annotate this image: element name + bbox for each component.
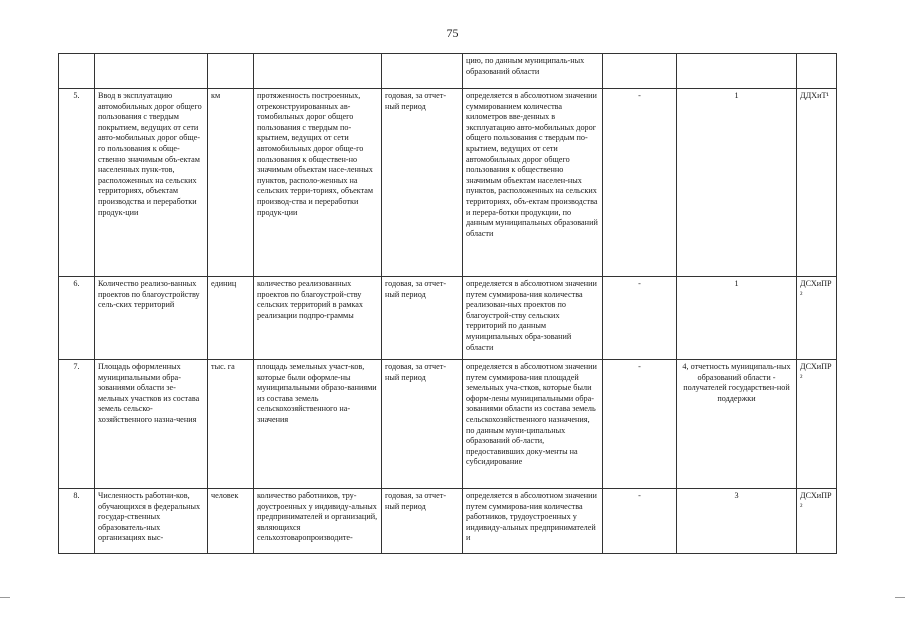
cell-responsible: ДСХиПР² (797, 360, 837, 489)
cell-basic: - (603, 360, 677, 489)
cell-num: 5. (59, 89, 95, 277)
cell-unit: тыс. га (208, 360, 254, 489)
cell-period: годовая, за отчет-ный период (382, 277, 463, 360)
cell-definition: площадь земельных участ-ков, которые были оформле-ны муниципальными образо-ваниями из состава земель сельскохозяйственного на-значения (254, 360, 382, 489)
cell-source: 4, отчетность муниципаль-ных образований области - получателей государствен-ной поддержки (677, 360, 797, 489)
cell-responsible: ДСХиПР² (797, 489, 837, 554)
cell-unit: км (208, 89, 254, 277)
indicators-table (58, 53, 837, 554)
cell-num: 7. (59, 360, 95, 489)
cell-basic: - (603, 489, 677, 554)
cell-source: 1 (677, 277, 797, 360)
scan-edge-mark-left (0, 597, 10, 598)
cell-source (677, 54, 797, 89)
table-row-continuation (59, 54, 837, 89)
cell-responsible: ДСХиПР² (797, 277, 837, 360)
cell-period: годовая, за отчет-ный период (382, 360, 463, 489)
cell-method: определяется в абсолютном значении путем суммирова-ния количества работников, трудоустроенных у индивиду-альных предпринимателей и (463, 489, 603, 554)
cell-basic: - (603, 89, 677, 277)
cell-name: Численность работни-ков, обучающихся в федеральных государ-ственных образователь-ных организациях выс- (95, 489, 208, 554)
cell-unit: единиц (208, 277, 254, 360)
cell-method: цию, по данным муниципаль-ных образований области (463, 54, 603, 89)
cell-period: годовая, за отчет-ный период (382, 489, 463, 554)
cell-basic: - (603, 277, 677, 360)
cell-basic (603, 54, 677, 89)
cell-source: 1 (677, 89, 797, 277)
cell-responsible (797, 54, 837, 89)
cell-num: 8. (59, 489, 95, 554)
cell-definition: количество реализованных проектов по благоустрой-ству сельских территорий в рамках реализации подпро-граммы (254, 277, 382, 360)
cell-method: определяется в абсолютном значении путем суммирова-ния площадей земельных уча-стков, которые были оформ-лены муниципальными обра-зованиями области из состава земель сельскохозяйственного назначения, по данным муни-ципальных образований об-ласти, предоставивших доку-менты на субсидирование (463, 360, 603, 489)
table-row (59, 277, 837, 360)
cell-unit: человек (208, 489, 254, 554)
cell-unit (208, 54, 254, 89)
cell-definition: количество работников, тру-доустроенных у индивиду-альных предпринимателей и организаций, являющихся сельхозтоваропроизводите- (254, 489, 382, 554)
cell-method: определяется в абсолютном значении путем суммирова-ния количества реализован-ных проектов по благоустрой-ству сельских территорий по данным муниципальных обра-зований области (463, 277, 603, 360)
cell-period (382, 54, 463, 89)
table-row (59, 89, 837, 277)
cell-method: определяется в абсолютном значении суммированием количества километров вве-денных в эксплуатацию авто-мобильных дорог общего пользования с твердым по-крытием, ведущих от сети автомобильных дорог общего пользования к общественно значимым объектам населен-ных пунктов, расположенных на сельских территориях, объ-ектам производства и перера-ботки продукции, по данным муниципальных образований области (463, 89, 603, 277)
cell-period: годовая, за отчет-ный период (382, 89, 463, 277)
cell-name: Ввод в эксплуатацию автомобильных дорог общего пользования с твердым покрытием, ведущих от сети авто-мобильных дорог обще-го пользования к обще-ственно значимым объ-ектам населенных пунк-тов, расположенных на сельских территориях, объектам производства и переработки продук-ции (95, 89, 208, 277)
cell-definition: протяженность построенных, отреконструированных ав-томобильных дорог общего пользования с твердым по-крытием, ведущих от сети автомобильных дорог обще-го пользования к обществен-но значимым объектам насе-ленных пунктов, располо-женных на сельских терри-ториях, объектам производ-ства и переработки продук-ции (254, 89, 382, 277)
cell-num: 6. (59, 277, 95, 360)
cell-name: Количество реализо-ванных проектов по благоустройству сель-ских территорий (95, 277, 208, 360)
cell-responsible: ДДХиТ¹ (797, 89, 837, 277)
cell-name (95, 54, 208, 89)
cell-source: 3 (677, 489, 797, 554)
cell-name: Площадь оформленных муниципальными обра-зованиями области зе-мельных участков из состава земель сельско-хозяйственного назна-чения (95, 360, 208, 489)
page-number: 75 (446, 26, 459, 40)
table-row (59, 360, 837, 489)
cell-num (59, 54, 95, 89)
table-row (59, 489, 837, 554)
cell-definition (254, 54, 382, 89)
scan-edge-mark-right (895, 597, 905, 598)
